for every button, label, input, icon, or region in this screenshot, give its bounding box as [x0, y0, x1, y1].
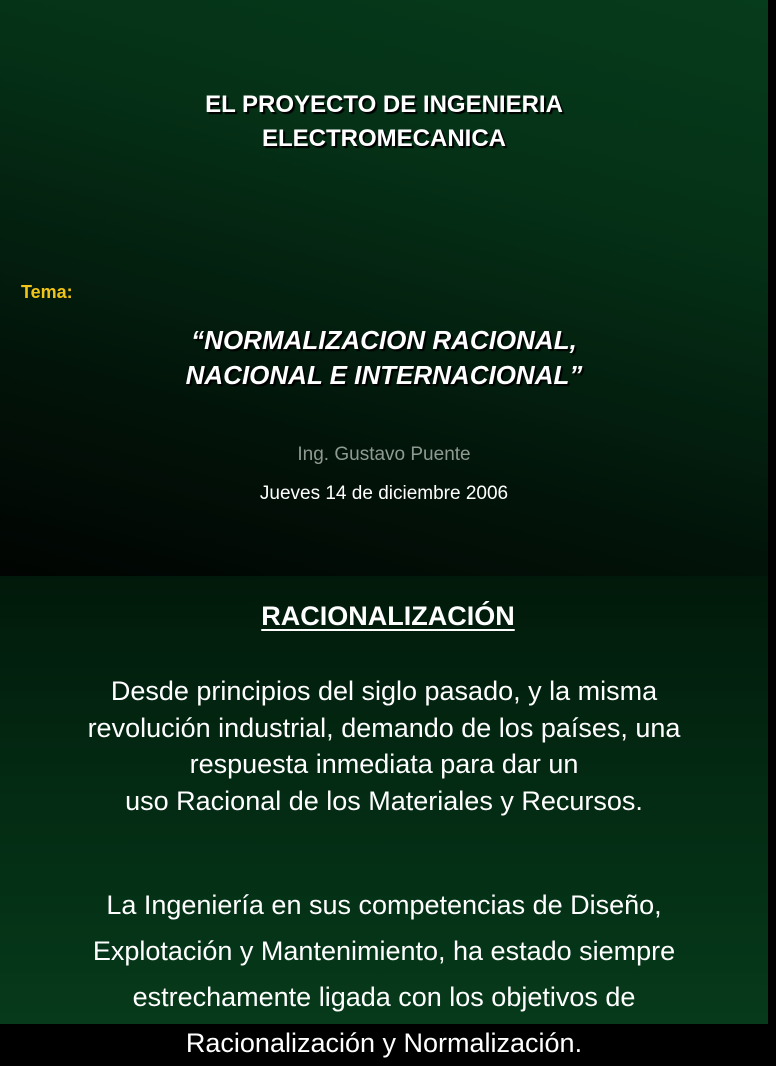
slide-racionalizacion: [0, 576, 768, 1058]
author-name: Ing. Gustavo Puente: [297, 444, 471, 465]
title-line-2: ELECTROMECANICA: [262, 125, 506, 152]
paragraph-1-line-4: uso Racional de los Materiales y Recursos.: [125, 785, 643, 816]
presentation-title: [0, 88, 768, 156]
paragraph-2-line-1: La Ingeniería en sus competencias de Diseño,: [106, 890, 662, 920]
paragraph-1-line-1: Desde principios del siglo pasado, y la misma: [110, 676, 658, 706]
paragraph-2-line-2: Explotación y Mantenimiento, ha estado siempre: [92, 936, 676, 966]
paragraph-2-line-4: Racionalización y Normalización.: [185, 1028, 583, 1058]
presentation-date: Jueves 14 de diciembre 2006: [259, 483, 509, 504]
tema-label: Tema:: [21, 282, 73, 302]
topic-subtitle: [0, 323, 768, 393]
subtitle-line-1: “NORMALIZACION RACIONAL,: [191, 325, 577, 355]
paragraph-2-line-3: estrechamente ligada con los objetivos de: [132, 982, 636, 1012]
section-heading: RACIONALIZACIÓN: [261, 601, 515, 631]
paragraph-1-line-3: respuesta inmediata para dar un: [189, 749, 579, 779]
paragraph-1-line-2: revolución industrial, demando de los países, una: [87, 712, 681, 743]
paragraph-2: [0, 882, 768, 1066]
paragraph-1: [0, 673, 768, 819]
title-line-1: EL PROYECTO DE INGENIERIA: [205, 91, 563, 118]
subtitle-line-2: NACIONAL E INTERNACIONAL”: [185, 360, 583, 390]
